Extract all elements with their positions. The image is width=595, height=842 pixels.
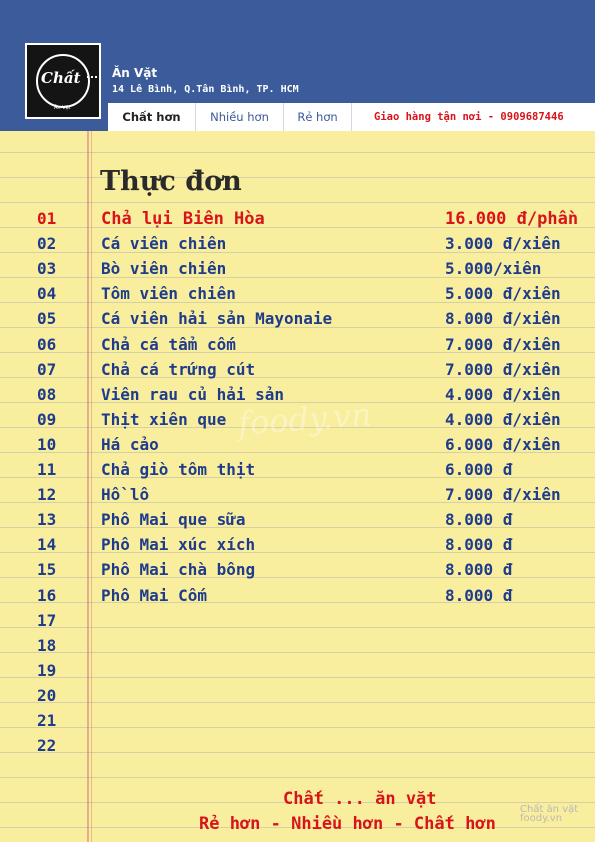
menu-item-number: 03 <box>37 259 57 278</box>
menu-item-number: 15 <box>37 560 57 579</box>
menu-item-price: 3.000 đ/xiên <box>445 234 561 253</box>
menu-item-price: 7.000 đ/xiên <box>445 335 561 354</box>
menu-item-price: 5.000/xiên <box>445 259 542 278</box>
menu-item-price: 8.000 đ <box>445 535 513 554</box>
footer-tagline: Rẻ hơn - Nhiều hơn - Chất hơn <box>199 814 496 834</box>
menu-item-price: 5.000 đ/xiên <box>445 284 561 303</box>
menu-item-number: 14 <box>37 535 57 554</box>
menu-item-number: 16 <box>37 586 57 605</box>
menu-item-name: Hồ lô <box>101 485 150 504</box>
brand-logo[interactable] <box>25 43 101 119</box>
delivery-info: Giao hàng tận nơi - 0909687446 <box>374 111 564 123</box>
menu-item-name: Phô Mai Cốm <box>101 586 207 605</box>
menu-item-name: Phô Mai xúc xích <box>101 535 256 554</box>
header-band <box>0 0 595 131</box>
menu-item-name: Cá viên chiên <box>101 234 227 253</box>
menu-item-price: 8.000 đ <box>445 560 513 579</box>
menu-item-number: 05 <box>37 309 57 328</box>
margin-line-inner <box>91 131 92 842</box>
menu-item-price: 8.000 đ <box>445 586 513 605</box>
brand-address: 14 Lê Bình, Q.Tân Bình, TP. HCM <box>112 84 299 95</box>
menu-item-number: 20 <box>37 686 57 705</box>
footer-slogan: Chất ... ăn vặt <box>283 789 437 809</box>
menu-item-number: 11 <box>37 460 57 479</box>
menu-item-name: Phô Mai que sữa <box>101 510 246 529</box>
menu-item-price: 6.000 đ <box>445 460 513 479</box>
menu-item-name: Cá viên hải sản Mayonaie <box>101 309 333 328</box>
menu-item-name: Chả giò tôm thịt <box>101 460 256 479</box>
menu-item-number: 06 <box>37 335 57 354</box>
menu-item-number: 21 <box>37 711 57 730</box>
menu-item-number: 12 <box>37 485 57 504</box>
menu-item-price: 8.000 đ <box>445 510 513 529</box>
menu-item-name: Phô Mai chà bông <box>101 560 256 579</box>
logo-dots <box>87 76 97 82</box>
margin-line <box>87 131 89 842</box>
menu-item-name: Há cảo <box>101 435 159 454</box>
menu-item-number: 07 <box>37 360 57 379</box>
menu-item-price: 16.000 đ/phần <box>445 209 579 229</box>
menu-item-price: 4.000 đ/xiên <box>445 410 561 429</box>
menu-item-number: 22 <box>37 736 57 755</box>
menu-title: Thực đơn <box>100 166 242 197</box>
menu-item-price: 6.000 đ/xiên <box>445 435 561 454</box>
menu-item-price: 4.000 đ/xiên <box>445 385 561 404</box>
photo-caption: Chất ăn vặt <box>520 804 579 815</box>
foody-watermark: foody.vn <box>236 395 373 443</box>
menu-item-number: 02 <box>37 234 57 253</box>
tab-nhieu-hon[interactable]: Nhiều hơn <box>196 103 284 131</box>
menu-item-number: 10 <box>37 435 57 454</box>
tab-re-hon[interactable]: Rẻ hơn <box>284 103 352 131</box>
menu-item-name: Bò viên chiên <box>101 259 227 278</box>
menu-item-price: 8.000 đ/xiên <box>445 309 561 328</box>
menu-item-name: Viên rau củ hải sản <box>101 385 285 404</box>
menu-item-number: 17 <box>37 611 57 630</box>
logo-subtext: Ăn Vặt <box>54 105 71 111</box>
tab-chat-hon[interactable]: Chất hơn <box>108 103 196 131</box>
menu-item-number: 19 <box>37 661 57 680</box>
logo-word: Chất <box>41 69 81 87</box>
menu-item-name: Chả lụi Biên Hòa <box>101 209 265 229</box>
menu-item-number: 08 <box>37 385 57 404</box>
menu-item-price: 7.000 đ/xiên <box>445 485 561 504</box>
menu-item-number: 09 <box>37 410 57 429</box>
brand-name: Ăn Vặt <box>112 66 158 80</box>
menu-item-name: Chả cá trứng cút <box>101 360 256 379</box>
menu-item-name: Thịt xiên que <box>101 410 227 429</box>
menu-item-name: Chả cá tẩm cốm <box>101 335 236 354</box>
foody-logo-small: foody.vn <box>520 813 563 824</box>
menu-item-number: 13 <box>37 510 57 529</box>
menu-item-number: 18 <box>37 636 57 655</box>
menu-item-name: Tôm viên chiên <box>101 284 236 303</box>
nav-bar <box>108 103 595 131</box>
menu-item-number: 01 <box>37 209 57 228</box>
menu-item-number: 04 <box>37 284 57 303</box>
menu-item-price: 7.000 đ/xiên <box>445 360 561 379</box>
